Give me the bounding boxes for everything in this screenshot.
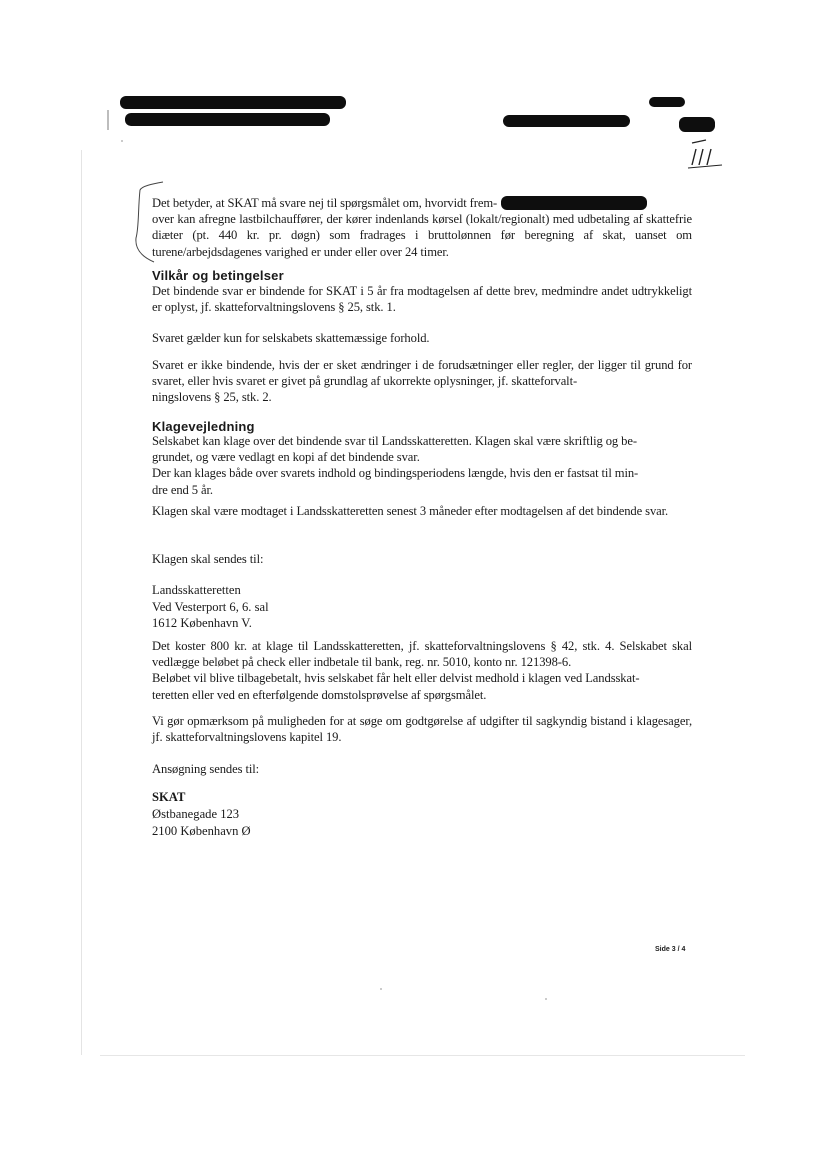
conditions-heading: Vilkår og betingelser xyxy=(152,268,284,283)
redaction-header-2 xyxy=(125,113,330,126)
scan-mark xyxy=(107,110,109,130)
conditions-paragraph-1: Det bindende svar er bindende for SKAT i 5 år fra modtagelsen af dette brev, medmindre andet udtrykkeligt er oplyst, jf. skatteforvaltningslovens § 25, stk. 1. xyxy=(152,284,692,315)
appeal-paragraph-5: Vi gør opmærksom på muligheden for at søge om godtgørelse af udgifter til sagkyndig bistand i klagesager, jf. skatteforvaltningslovens kapitel 19. xyxy=(152,714,692,745)
conditions-paragraph-3: Svaret er ikke bindende, hvis der er sket ændringer i de forudsætninger eller regler, der ligger til grund for svaret, eller hvis svaret er givet på grundlag af ukorrekte oplysninger, jf. skatteforvalt- ningslovens § 25, stk. 2. xyxy=(152,358,692,405)
scan-speck xyxy=(380,988,382,990)
scan-edge-bottom xyxy=(100,1055,745,1056)
skat-address: Østbanegade 123 2100 København Ø xyxy=(152,807,251,838)
appeal-paragraph-6: Ansøgning sendes til: xyxy=(152,762,260,776)
skat-name: SKAT xyxy=(152,790,186,804)
redaction-header-5 xyxy=(679,117,715,132)
scan-speck xyxy=(545,998,547,1000)
handwritten-mark xyxy=(686,135,726,171)
appeal-paragraph-1: Selskabet kan klage over det bindende svar til Landsskatteretten. Klagen skal være skriftlig og be- grundet, og være vedlagt en kopi af det bindende svar. Der kan klages både over svarets indhold og bindingsperiodens længde, hvis den er fastsat til min- dre end 5 år. xyxy=(152,434,639,497)
page-number: Side 3 / 4 xyxy=(655,946,686,953)
intro-paragraph: Det betyder, at SKAT må svare nej til spørgsmålet om, hvorvidt frem- over kan afregne lastbilchauffører, der kører indenlands kørsel (lokalt/regionalt) med udbetaling af skattefrie diæter (pt. 440 kr. pr. døgn) som fradrages i bruttolønnen før beregning af skat, uanset om turene/arbejdsdagenes varighed er under eller over 24 timer. xyxy=(152,196,692,259)
redaction-company-name xyxy=(501,196,647,210)
redaction-header-4 xyxy=(649,97,685,107)
appeal-heading: Klagevejledning xyxy=(152,419,255,434)
redaction-header-1 xyxy=(120,96,346,109)
appeal-paragraph-3: Klagen skal sendes til: xyxy=(152,552,264,566)
redaction-header-3 xyxy=(503,115,630,127)
appeal-paragraph-2: Klagen skal være modtaget i Landsskatteretten senest 3 måneder efter modtagelsen af det bindende svar. xyxy=(152,504,669,518)
scan-edge-left xyxy=(81,150,82,1055)
appeal-paragraph-4: Det koster 800 kr. at klage til Landsskatteretten, jf. skatteforvaltningslovens § 42, stk. 4. Selskabet skal vedlægge beløbet på check eller indbetale til bank, reg. nr. 5010, konto nr. 121398-6. Beløbet vil blive tilbagebetalt, hvis selskabet får helt eller delvist medhold i klagen ved Landsskat- teretten eller ved en efterfølgende domstolsprøvelse af spørgsmålet. xyxy=(152,639,692,702)
scan-speck xyxy=(121,140,123,142)
landsskatteretten-address: Landsskatteretten Ved Vesterport 6, 6. sal 1612 København V. xyxy=(152,583,269,630)
conditions-paragraph-2: Svaret gælder kun for selskabets skattemæssige forhold. xyxy=(152,331,430,345)
